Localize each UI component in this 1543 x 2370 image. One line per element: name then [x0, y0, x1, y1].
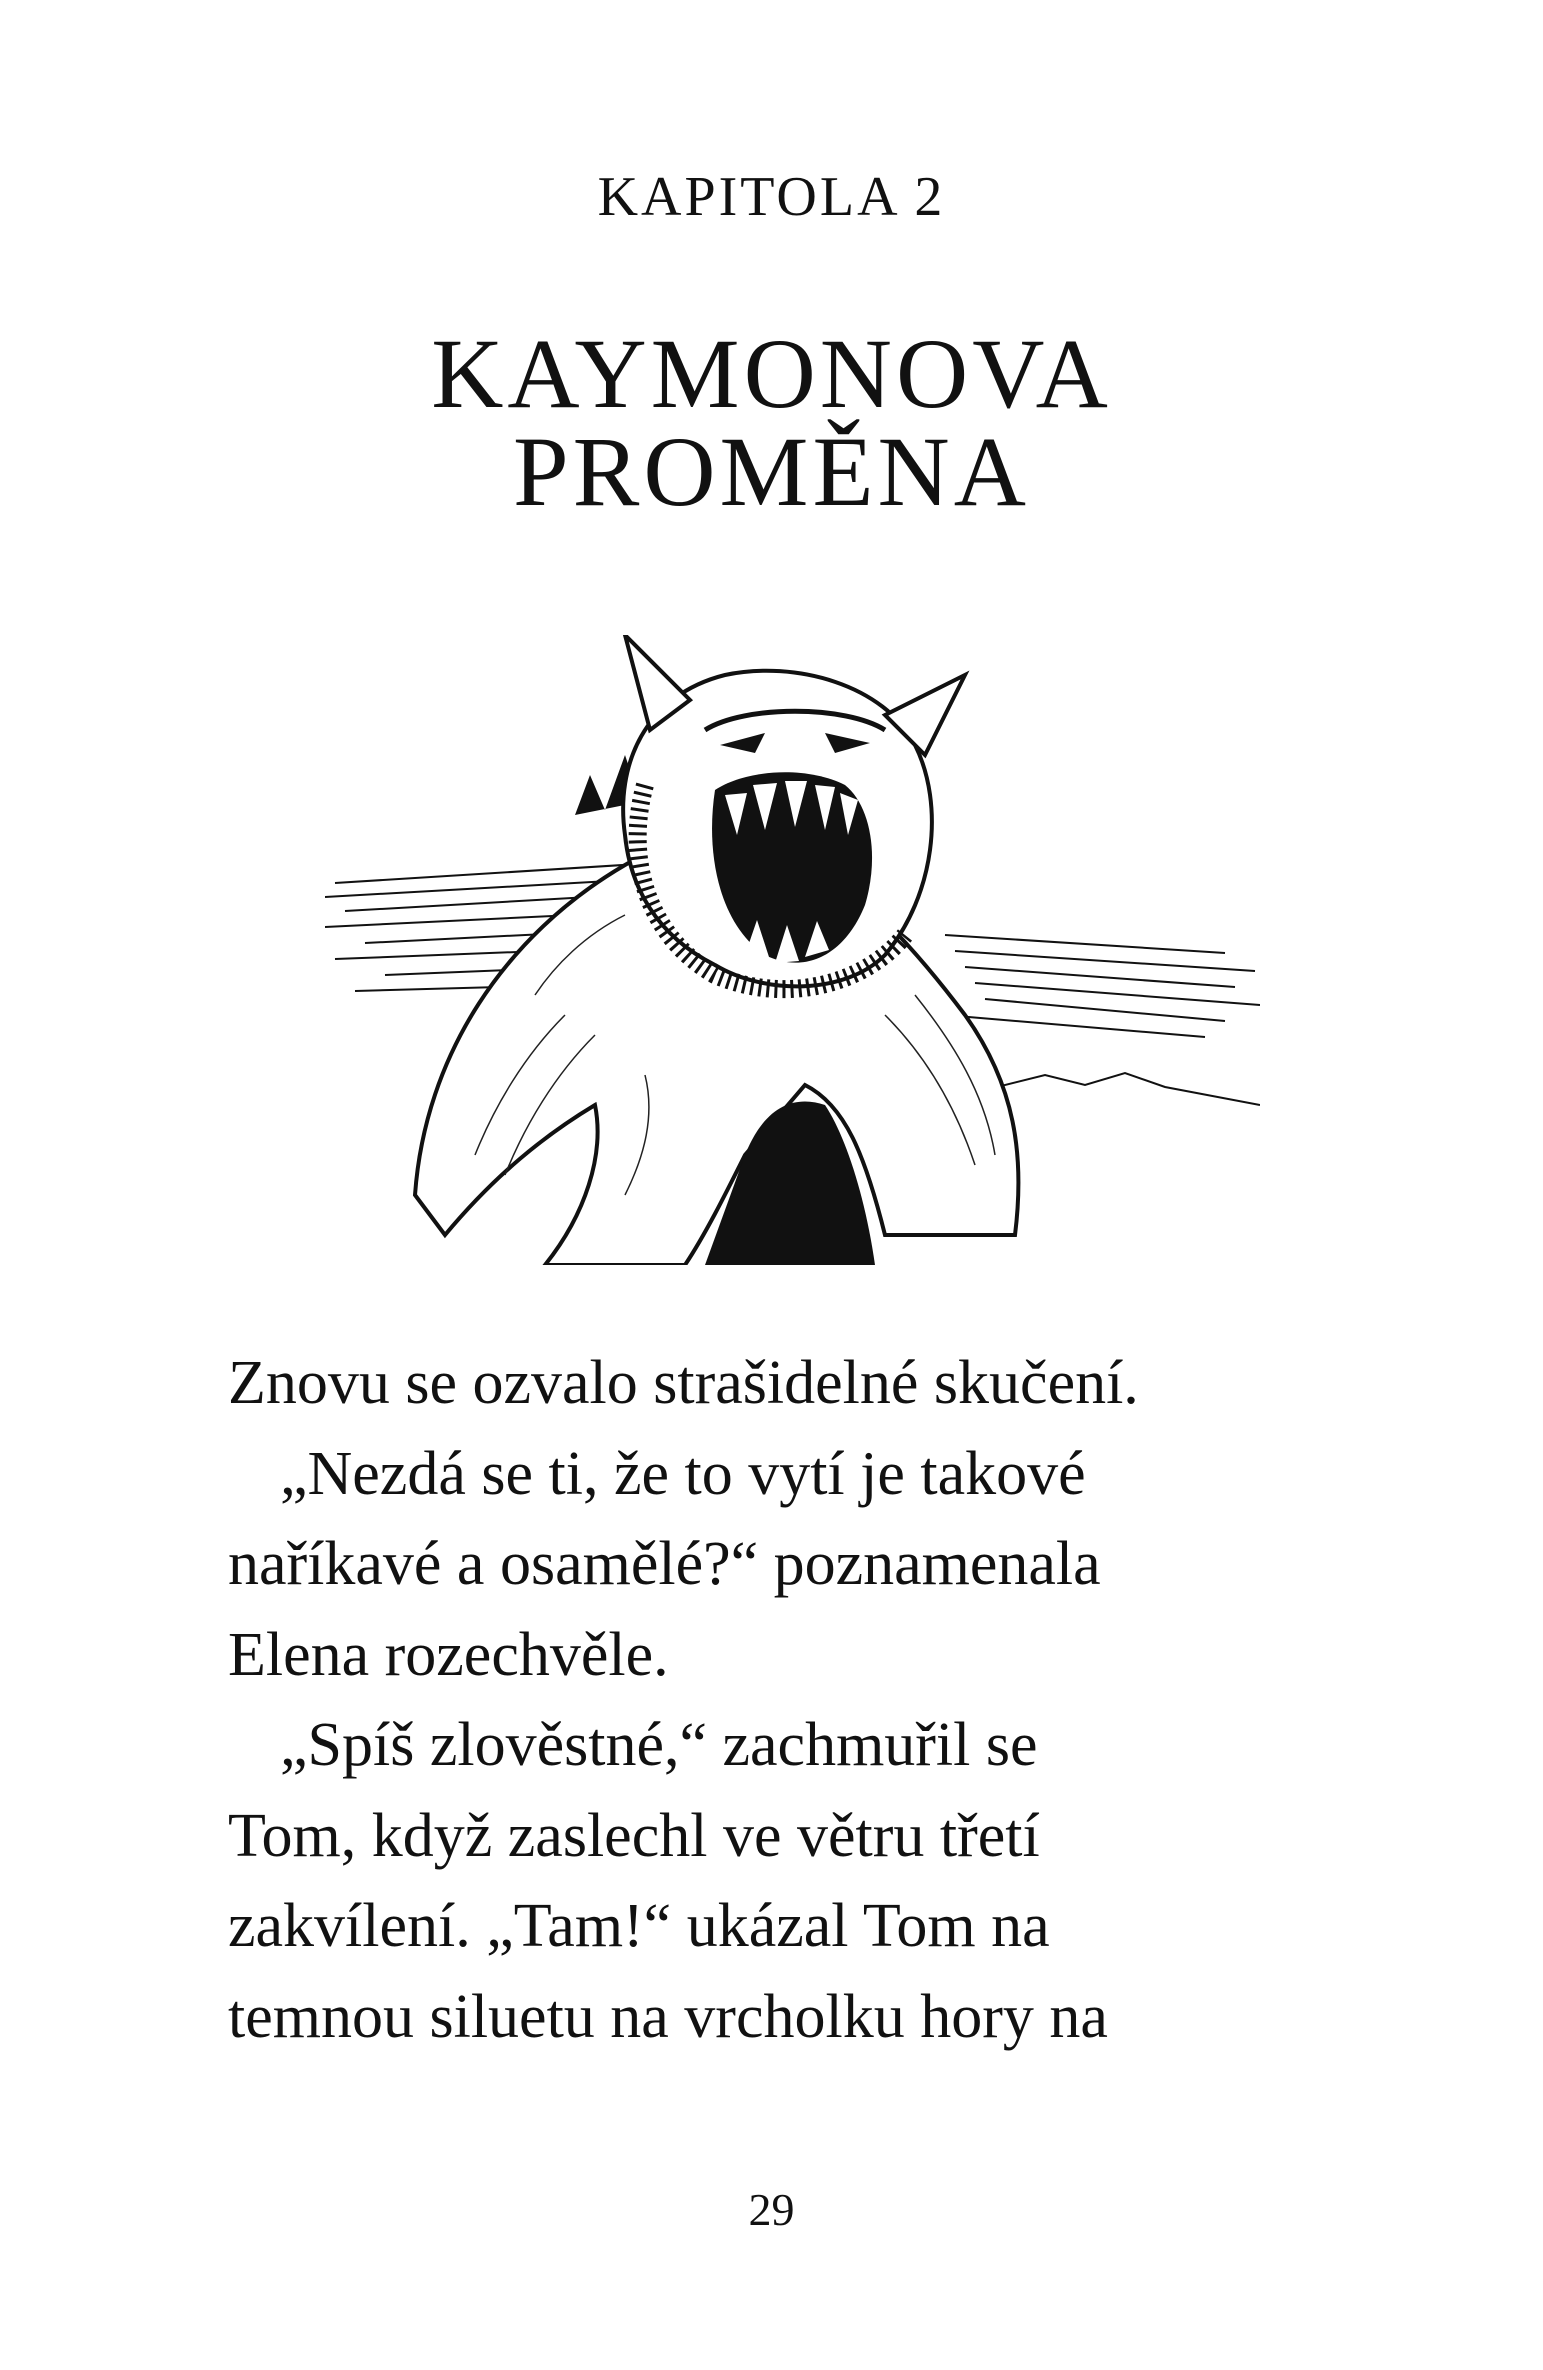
page-number: 29 — [748, 2184, 795, 2235]
text-line: Znovu se ozvalo strašidelné skučení. — [228, 1349, 1139, 1417]
text-line: zakvílení. „Tam!“ ukázal Tom na — [228, 1892, 1050, 1960]
text-line: temnou siluetu na vrcholku hory na — [228, 1982, 1108, 2051]
chapter-title-line-1: KAYMONOVA — [431, 318, 1112, 429]
chapter-title-line-2: PROMĚNA — [513, 416, 1030, 527]
chapter-label: KAPITOLA 2 — [597, 166, 946, 228]
text-line: naříkavé a osamělé?“ poznamenala — [228, 1530, 1101, 1598]
text-line: „Spíš zlověstné,“ zachmuřil se — [280, 1711, 1038, 1779]
text-line: „Nezdá se ti, že to vytí je takové — [280, 1439, 1086, 1508]
beast-illustration — [325, 635, 1260, 1265]
body-text — [228, 1338, 1348, 2062]
text-line: Tom, když zaslechl ve větru třetí — [228, 1801, 1040, 1870]
text-line: Elena rozechvěle. — [228, 1620, 669, 1689]
chapter-title — [0, 318, 1543, 527]
